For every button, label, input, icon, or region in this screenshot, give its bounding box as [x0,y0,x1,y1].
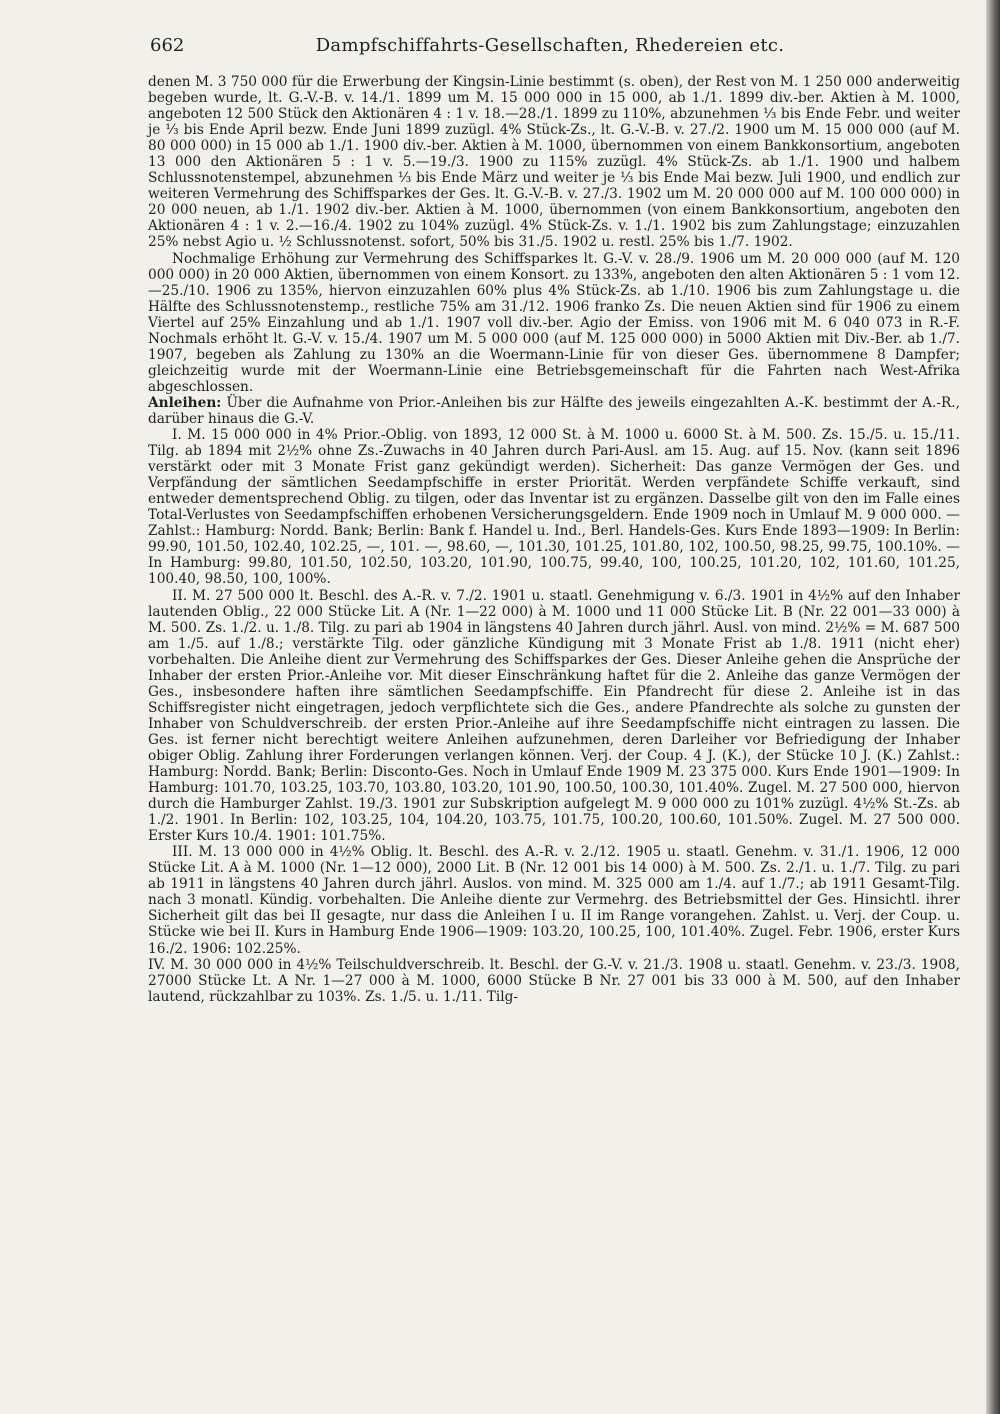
book-spine-edge [986,0,1000,1414]
section-anleihen [148,395,960,427]
paragraph-capital-increase: denen M. 3 750 000 für die Erwerbung der Kingsin-Linie bestimmt (s. oben), der Rest von M. 1 250 000 anderweitig begeben wurde, lt. G.-V.-B. v. 14./1. 1899 um M. 15 000 000 in 15 000, ab 1./1. 1899 div.-ber. Aktien à M. 1000, angeboten 12 500 Stück den Aktionären 4 : 1 v. 18.—28./1. 1899 zu 110%, abzunehmen ⅓ bis Ende Febr. und weiter je ⅓ bis Ende April bezw. Ende Juni 1899 zuzügl. 4% Stück-Zs., lt. G.-V.-B. v. 27./2. 1900 um M. 15 000 000 (auf M. 80 000 000) in 15 000 ab 1./1. 1900 div.-ber. Aktien à M. 1000, übernommen von einem Bankkonsortium, angeboten 13 000 den Aktionären 5 : 1 v. 5.—19./3. 1900 zu 115% zuzügl. 4% Stück-Zs. ab 1./1. 1900 und halbem Schlussnotenstempel, abzunehmen ⅓ bis Ende März und weiter je ⅓ bis Ende Mai bezw. Juli 1900, und endlich zur weiteren Vermehrung des Schiffsparkes der Ges. lt. G.-V.-B. v. 27./3. 1902 um M. 20 000 000 auf M. 100 000 000) in 20 000 neuen, ab 1./1. 1902 div.-ber. Aktien à M. 1000, übernommen (von einem Bankkonsortium, angeboten den Aktionären 4 : 1 v. 2.—16./4. 1902 zu 104% zuzügl. 4% Stück-Zs. v. 1./1. 1902 bis zum Zahlungstage; einzuzahlen 25% nebst Agio u. ½ Schlussnotenst. sofort, 50% bis 31./5. 1902 u. restl. 25% bis 1./7. 1902. [148,74,960,251]
loan-iii: III. M. 13 000 000 in 4½% Oblig. lt. Beschl. des A.-R. v. 2./12. 1905 u. staatl. Genehm. v. 31./1. 1906, 12 000 Stücke Lit. A à M. 1000 (Nr. 1—12 000), 2000 Lit. B (Nr. 12 001 bis 14 000) à M. 500. Zs. 2./1. u. 1./7. Tilg. zu pari ab 1911 in längstens 40 Jahren durch jährl. Auslos. von mind. M. 325 000 am 1./4. auf 1./7.; ab 1911 Gesamt-Tilg. nach 3 monatl. Kündig. vorbehalten. Die Anleihe diente zur Vermehrg. des Betriebsmittel der Ges. Hinsichtl. ihrer Sicherheit gilt das bei II gesagte, nur dass die Anleihen I u. II im Range vorangehen. Zahlst. u. Verj. der Coup. u. Stücke wie bei II. Kurs in Hamburg Ende 1906—1909: 103.20, 100.25, 100, 101.40%. Zugel. Febr. 1906, erster Kurs 16./2. 1906: 102.25%. [148,844,960,957]
page-header [150,30,950,62]
loan-iv: IV. M. 30 000 000 in 4½% Teilschuldverschreib. lt. Beschl. der G.-V. v. 21./3. 1908 u. staatl. Genehm. v. 23./3. 1908, 27000 Stücke Lt. A Nr. 1—27 000 à M. 1000, 6000 Stücke B Nr. 27 001 bis 33 000 à M. 500, auf den Inhaber lautend, rückzahlbar zu 103%. Zs. 1./5. u. 1./11. Tilg- [148,956,960,1005]
loan-ii: II. M. 27 500 000 lt. Beschl. des A.-R. v. 7./2. 1901 u. staatl. Genehmigung v. 6./3. 1901 in 4½% auf den Inhaber lautenden Oblig., 22 000 Stücke Lit. A (Nr. 1—22 000) à M. 1000 und 11 000 Stücke Lit. B (Nr. 22 001—33 000) à M. 500. Zs. 1./2. u. 1./8. Tilg. zu pari ab 1904 in längstens 40 Jahren durch jährl. Ausl. von mind. 2½% = M. 687 500 am 1./5. auf 1./8.; verstärkte Tilg. oder gänzliche Kündigung mit 3 Monate Frist ab 1./8. 1911 (nicht eher) vorbehalten. Die Anleihe dient zur Vermehrung des Schiffsparkes der Ges. Dieser Anleihe gehen die Ansprüche der Inhaber der ersten Prior.-Anleihe vor. Mit dieser Einschränkung haftet für die 2. Anleihe das ganze Vermögen der Ges., insbesondere haften ihre sämtlichen Seedampfschiffe. Ein Pfandrecht für diese 2. Anleihe ist in das Schiffsregister nicht eingetragen, jedoch verpflichtete sich die Ges., andere Pfandrechte als solche zu gunsten der Inhaber von Schuldverschreib. der ersten Prior.-Anleihe auf ihre Seedampfschiffe nicht eintragen zu lassen. Die Ges. ist ferner nicht berechtigt weitere Anleihen aufzunehmen, deren Darleiher vor Befriedigung der Inhaber obiger Oblig. Zahlung ihrer Forderungen verlangen können. Verj. der Coup. 4 J. (K.), der Stücke 10 J. (K.) Zahlst.: Hamburg: Nordd. Bank; Berlin: Disconto-Ges. Noch in Umlauf Ende 1909 M. 23 375 000. Kurs Ende 1901—1909: In Hamburg: 101.70, 103.25, 103.70, 103.80, 103.20, 101.90, 100.50, 100.30, 101.40%. Zugel. M. 27 500 000, hiervon durch die Hamburger Zahlst. 19./3. 1901 zur Subskription aufgelegt M. 9 000 000 zu 101% zuzügl. 4½% St.-Zs. ab 1./2. 1901. In Berlin: 102, 103.25, 104, 104.20, 103.75, 101.75, 100.20, 100.60, 101.50%. Zugel. M. 27 500 000. Erster Kurs 10./4. 1901: 101.75%. [148,587,960,845]
page-number: 662 [150,35,185,56]
section-label-anleihen: Anleihen: [148,394,222,411]
running-title: Dampfschiffahrts-Gesellschaften, Rhedereien etc. [315,35,785,56]
paragraph-further-increase: Nochmalige Erhöhung zur Vermehrung des Schiffsparkes lt. G.-V. v. 28./9. 1906 um M. 20 000 000 (auf M. 120 000 000) in 20 000 Aktien, übernommen von einem Konsort. zu 133%, angeboten den alten Aktionären 5 : 1 vom 12.—25./10. 1906 zu 135%, hiervon einzuzahlen 60% plus 4% Stück-Zs. ab 1./10. 1906 bis zum Zahlungstage u. die Hälfte des Schlussnotenstemp., restliche 75% am 31./12. 1906 franko Zs. Die neuen Aktien sind für 1906 zu einem Viertel auf 25% Einzahlung und ab 1./1. 1907 voll div.-ber. Agio der Emiss. von 1906 mit M. 6 040 073 in R.-F. Nochmals erhöht lt. G.-V. v. 15./4. 1907 um M. 5 000 000 (auf M. 125 000 000) in 5000 Aktien mit Div.-Ber. ab 1./7. 1907, begeben als Zahlung zu 130% an die Woermann-Linie für von dieser Ges. übernommene 8 Dampfer; gleichzeitig wurde mit der Woermann-Linie eine Betriebsgemeinschaft für die Fahrten nach West-Afrika abgeschlossen. [148,250,960,395]
loan-i: I. M. 15 000 000 in 4% Prior.-Oblig. von 1893, 12 000 St. à M. 1000 u. 6000 St. à M. 500. Zs. 15./5. u. 15./11. Tilg. ab 1894 mit 2½% ohne Zs.-Zuwachs in 40 Jahren durch Pari-Ausl. am 15. Aug. auf 15. Nov. (kann seit 1896 verstärkt oder mit 3 Monate Frist ganz gekündigt werden). Sicherheit: Das ganze Vermögen der Ges. und Verpfändung der sämtlichen Seedampfschiffe in erster Priorität. Werden verpfändete Schiffe verkauft, sind entweder dementsprechend Oblig. zu tilgen, oder das Inventar ist zu ergänzen. Dasselbe gilt von den im Falle eines Total-Verlustes von Seedampfschiffen erhobenen Versicherungsgeldern. Ende 1909 noch in Umlauf M. 9 000 000. — Zahlst.: Hamburg: Nordd. Bank; Berlin: Bank f. Handel u. Ind., Berl. Handels-Ges. Kurs Ende 1893—1909: In Berlin: 99.90, 101.50, 102.40, 102.25, —, 101. —, 98.60, —, 101.30, 101.25, 101.80, 102, 100.50, 98.25, 99.75, 100.10%. — In Hamburg: 99.80, 101.50, 102.50, 103.20, 101.90, 100.75, 99.40, 100, 100.25, 101.20, 102, 101.60, 101.25, 100.40, 98.50, 100, 100%. [148,427,960,588]
page-body [148,74,960,1005]
anleihen-intro: Über die Aufnahme von Prior.-Anleihen bis zur Hälfte des jeweils eingezahlten A.-K. bestimmt der A.-R., darüber hinaus die G.-V. [148,394,960,427]
